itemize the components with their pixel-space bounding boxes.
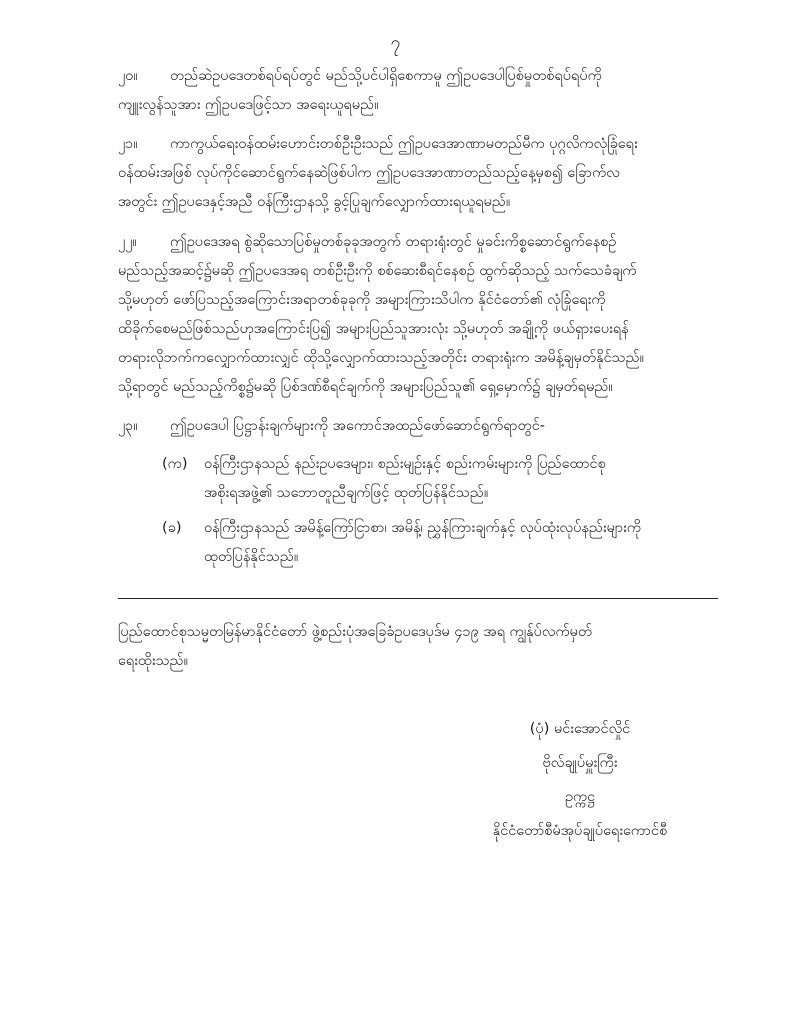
paragraph-number: ၂၂။ xyxy=(118,234,137,250)
section-divider xyxy=(118,598,718,599)
sub-item-label: (ခ) xyxy=(162,520,182,536)
signature-block xyxy=(430,712,730,848)
signatory-title: ဥက္ကဋ္ဌ xyxy=(564,789,596,805)
sub-item-text: ဝန်ကြီးဌာနသည် အမိန့်ကြော်ငြာစာ၊ အမိန့်၊ ညွှန်ကြားချက်နှင့် လုပ်ထုံးလုပ်နည်းများကို xyxy=(204,520,642,536)
paragraph-text: သို့ရာတွင် မည်သည့်ကိစ္စ၌မဆို ပြစ်ဒဏ်စီရင်ချက်ကို အများပြည်သူ၏ ရှေ့မှောက်၌ ချမှတ်ရမည်။ xyxy=(118,379,613,395)
signatory-organization: နိုင်ငံတော်စီမံအုပ်ချုပ်ရေးကောင်စီ xyxy=(492,823,668,839)
sub-item-text: ထုတ်ပြန်နိုင်သည်။ xyxy=(204,549,299,565)
paragraph-text: ကျူးလွန်သူအား ဤဥပဒေဖြင့်သာ အရေးယူရမည်။ xyxy=(118,97,379,113)
paragraph-number: ၂၀။ xyxy=(118,68,138,84)
paragraph-text: တရားလိုဘက်ကလျှောက်ထားလျှင် ထိုသို့လျှောက်ထားသည့်အတိုင်း တရားရုံးက အမိန့်ချမှတ်နိုင်သည်။ xyxy=(118,350,645,366)
paragraph-text: ထိခိုက်စေမည်ဖြစ်သည်ဟုအကြောင်းပြ၍ အများပြည်သူအားလုံး သို့မဟုတ် အချို့ကို ဖယ်ရှားပေးရန် xyxy=(118,321,629,337)
signatory-name: (ပုံ) မင်းအောင်လှိုင် xyxy=(529,721,631,737)
promulgation-note xyxy=(118,618,718,676)
paragraph-text: ကာကွယ်ရေးဝန်ထမ်းဟောင်းတစ်ဦးဦးသည် ဤဥပဒေအာဏာမတည်မီက ပုဂ္ဂလိကလုံခြုံရေး xyxy=(170,136,638,152)
paragraph-20 xyxy=(118,62,718,120)
sub-item-text: ဝန်ကြီးဌာနသည် နည်းဥပဒေများ၊ စည်းမျဉ်းနှင့် စည်းကမ်းများကို ပြည်ထောင်စု xyxy=(204,456,606,472)
paragraph-text: ဤဥပဒေပါ ပြဋ္ဌာန်းချက်များကို အကောင်အထည်ဖော်ဆောင်ရွက်ရာတွင်- xyxy=(170,418,546,434)
paragraph-23 xyxy=(118,412,718,441)
paragraph-text: အတွင်း ဤဥပဒေနှင့်အညီ ဝန်ကြီးဌာနသို့ ခွင့်ပြုချက်လျှောက်ထားရယူရမည်။ xyxy=(118,194,511,210)
paragraph-text: မည်သည့်အဆင့်၌မဆို ဤဥပဒေအရ တစ်ဦးဦးကို စစ်ဆေးစီရင်နေစဉ် ထွက်ဆိုသည့် သက်သေခံချက် xyxy=(118,263,637,279)
promulgation-text: ပြည်ထောင်စုသမ္မတမြန်မာနိုင်ငံတော် ဖွဲ့စည်းပုံအခြေခံဥပဒေပုဒ်မ ၄၁၉ အရ ကျွန်ုပ်လက်မှတ် xyxy=(118,624,593,640)
sub-item-text: အစိုးရအဖွဲ့၏ သဘောတူညီချက်ဖြင့် ထုတ်ပြန်နိုင်သည်။ xyxy=(204,485,489,501)
paragraph-number: ၂၃။ xyxy=(118,418,138,434)
sub-item-label: (က) xyxy=(162,456,188,472)
sub-item-kha xyxy=(162,514,722,572)
paragraph-text: တည်ဆဲဥပဒေတစ်ရပ်ရပ်တွင် မည်သို့ပင်ပါရှိစေကာမူ ဤဥပဒေပါပြစ်မှုတစ်ရပ်ရပ်ကို xyxy=(170,68,602,84)
paragraph-22 xyxy=(118,228,718,402)
paragraph-text: ဝန်ထမ်းအဖြစ် လုပ်ကိုင်ဆောင်ရွက်နေဆဲဖြစ်ပါက ဤဥပဒေအာဏာတည်သည့်နေ့မှစ၍ ခြောက်လ xyxy=(118,165,620,181)
paragraph-21 xyxy=(118,130,718,217)
page-number: ၇ xyxy=(390,32,401,53)
paragraph-number: ၂၁။ xyxy=(118,136,138,152)
paragraph-text: သို့မဟုတ် ဖော်ပြသည့်အကြောင်းအရာတစ်ခုခုကို အများကြားသိပါက နိုင်ငံတော်၏ လုံခြုံရေးကို xyxy=(118,292,606,308)
promulgation-text: ရေးထိုးသည်။ xyxy=(118,653,189,669)
paragraph-text: ဤဥပဒေအရ စွဲဆိုသောပြစ်မှုတစ်ခုခုအတွက် တရားရုံးတွင် မှုခင်းကိစ္စဆောင်ရွက်နေစဉ် xyxy=(170,234,617,250)
sub-item-ka xyxy=(162,450,722,508)
signatory-rank: ဗိုလ်ချုပ်မှူးကြီး xyxy=(542,755,618,771)
